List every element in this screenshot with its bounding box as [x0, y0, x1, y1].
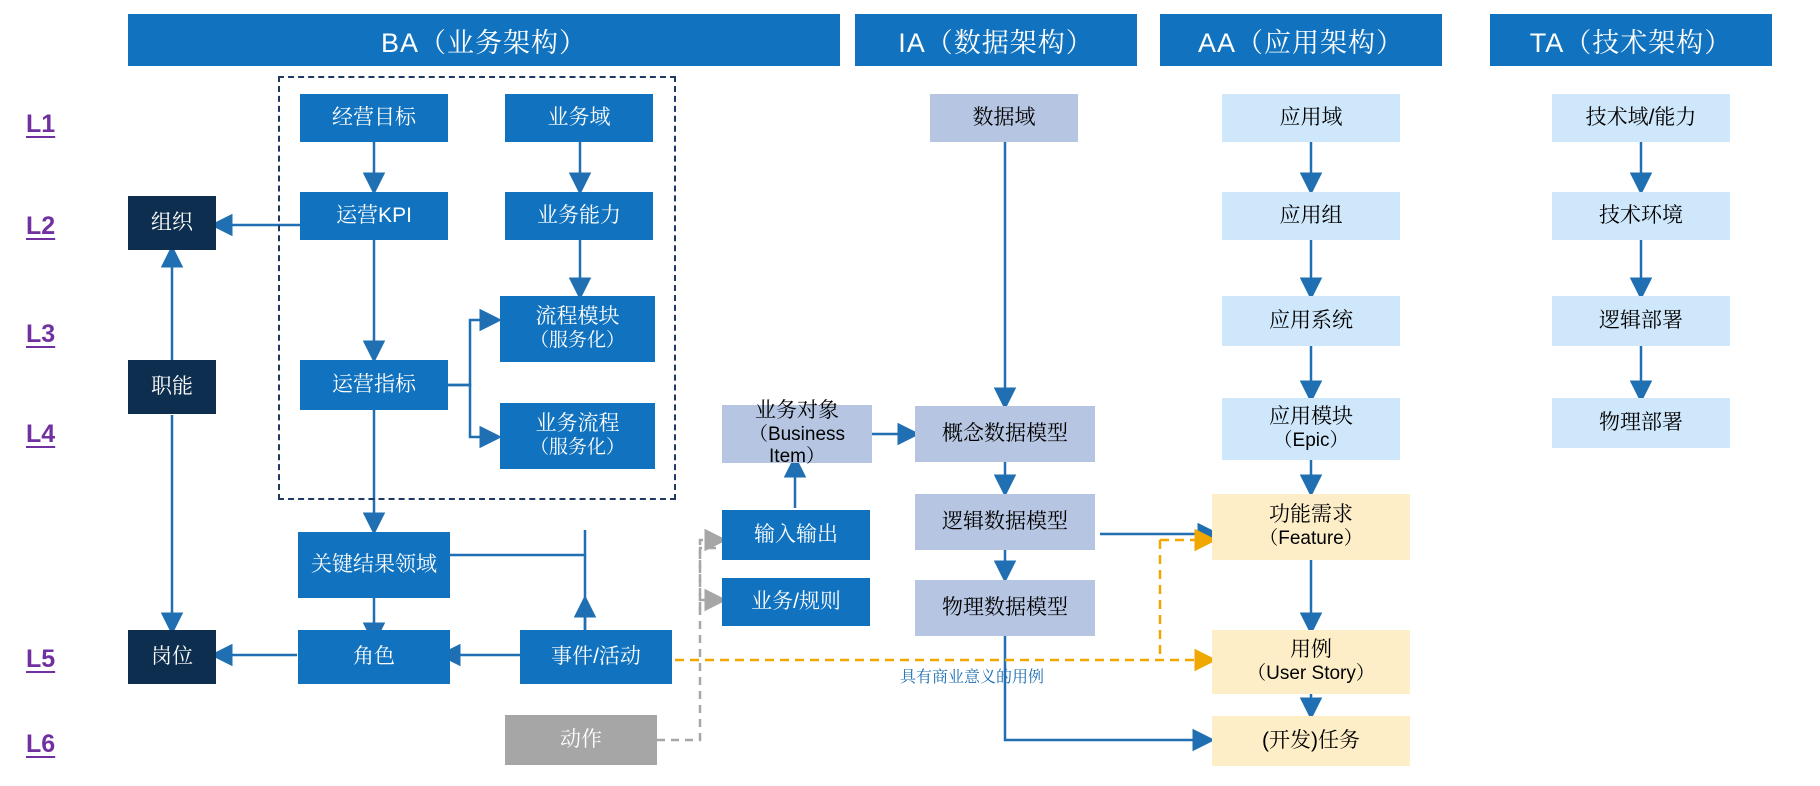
node-business-item-sublabel: （Business Item）: [748, 423, 846, 468]
node-organization[interactable]: 组织: [128, 196, 216, 250]
node-key-result-area[interactable]: 关键结果领域: [298, 532, 450, 598]
node-input-output[interactable]: 输入输出: [722, 510, 870, 560]
node-user-story-label: 用例: [1290, 638, 1332, 662]
node-process-module-label: 流程模块: [535, 305, 620, 329]
node-application-system[interactable]: 应用系统: [1222, 296, 1400, 346]
node-physical-deployment[interactable]: 物理部署: [1552, 398, 1730, 448]
node-action[interactable]: 动作: [505, 715, 657, 765]
level-label-l5: L5: [26, 645, 56, 673]
level-label-l4: L4: [26, 420, 56, 448]
node-position[interactable]: 岗位: [128, 630, 216, 684]
node-logical-data-model[interactable]: 逻辑数据模型: [915, 494, 1095, 550]
node-function[interactable]: 职能: [128, 360, 216, 414]
node-role[interactable]: 角色: [298, 630, 450, 684]
node-process-module[interactable]: [500, 296, 655, 362]
node-business-goal[interactable]: 经营目标: [300, 94, 448, 142]
node-process-module-sublabel: （服务化）: [529, 330, 625, 352]
node-application-group[interactable]: 应用组: [1222, 192, 1400, 240]
node-business-process[interactable]: [500, 403, 655, 469]
node-tech-domain[interactable]: 技术域/能力: [1552, 94, 1730, 142]
node-application-module[interactable]: [1222, 398, 1400, 460]
annotation-business-use-case: 具有商业意义的用例: [900, 669, 1045, 686]
level-label-l6: L6: [26, 730, 56, 758]
node-business-capability[interactable]: 业务能力: [505, 192, 653, 240]
column-header-aa: AA（应用架构）: [1160, 14, 1442, 66]
node-business-item-label: 业务对象: [755, 399, 839, 423]
node-logical-deployment[interactable]: 逻辑部署: [1552, 296, 1730, 346]
node-application-module-label: 应用模块: [1269, 405, 1353, 429]
node-application-module-sublabel: （Epic）: [1273, 430, 1349, 452]
node-tech-environment[interactable]: 技术环境: [1552, 192, 1730, 240]
node-business-process-sublabel: （服务化）: [529, 437, 625, 459]
node-application-domain[interactable]: 应用域: [1222, 94, 1400, 142]
node-conceptual-data-model[interactable]: 概念数据模型: [915, 406, 1095, 462]
node-business-rule[interactable]: 业务/规则: [722, 578, 870, 626]
node-feature-sublabel: （Feature）: [1259, 528, 1363, 550]
node-business-item[interactable]: [722, 399, 872, 468]
column-header-ta: TA（技术架构）: [1490, 14, 1772, 66]
node-operating-kpi[interactable]: 运营KPI: [300, 192, 448, 240]
level-label-l1: L1: [26, 110, 56, 138]
node-user-story[interactable]: [1212, 630, 1410, 694]
node-dev-task[interactable]: (开发)任务: [1212, 716, 1410, 766]
column-header-ia: IA（数据架构）: [855, 14, 1137, 66]
level-label-l2: L2: [26, 212, 56, 240]
node-event-activity[interactable]: 事件/活动: [520, 630, 672, 684]
node-user-story-sublabel: （User Story）: [1247, 663, 1375, 685]
node-business-domain[interactable]: 业务域: [505, 94, 653, 142]
node-data-domain[interactable]: 数据域: [930, 94, 1078, 142]
node-feature-label: 功能需求: [1269, 503, 1353, 527]
node-feature[interactable]: [1212, 494, 1410, 560]
node-physical-data-model[interactable]: 物理数据模型: [915, 580, 1095, 636]
node-operating-metric[interactable]: 运营指标: [300, 360, 448, 410]
level-label-l3: L3: [26, 320, 56, 348]
node-business-process-label: 业务流程: [535, 412, 620, 436]
column-header-ba: BA（业务架构）: [128, 14, 840, 66]
